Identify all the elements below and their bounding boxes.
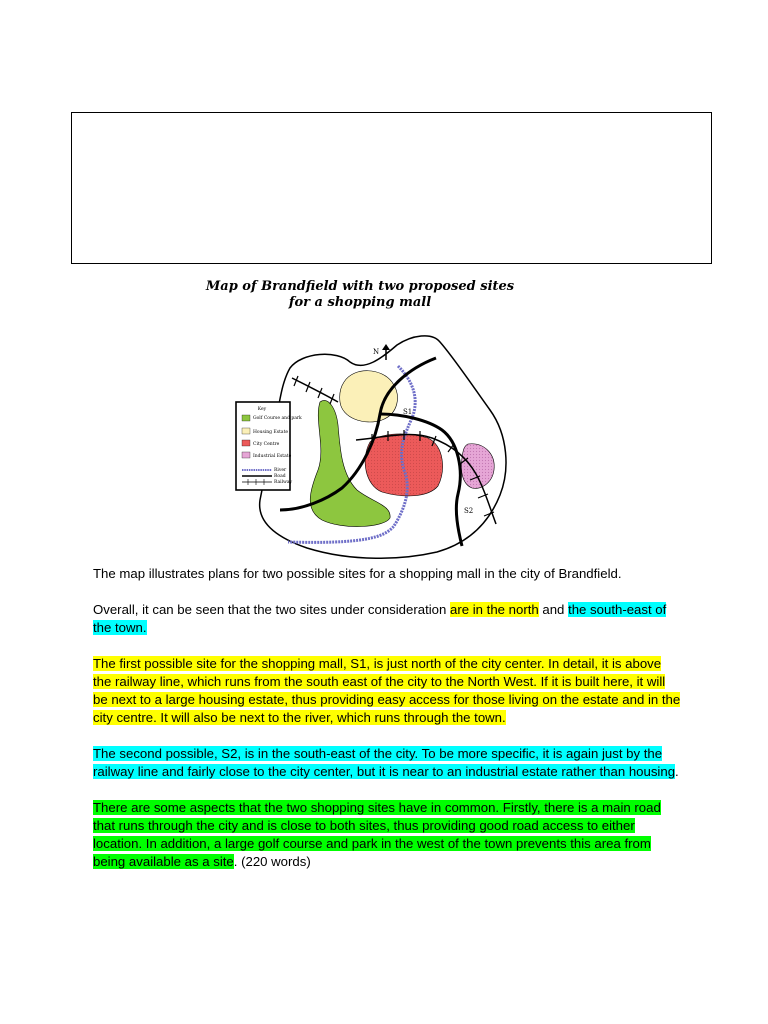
key-road: Road	[274, 474, 286, 479]
key-railway: Railway	[274, 480, 293, 485]
essay-paragraph-s1	[93, 655, 683, 727]
key-title: Key	[257, 407, 267, 412]
essay-paragraph-s2	[93, 745, 683, 781]
highlight-s2-paragraph: The second possible, S2, is in the south-east of the city. To be more specific, it is again just by the railway line and fairly close to the city center, but it is near to an industrial estate rather than housing	[93, 746, 676, 779]
highlight-s1-paragraph: The first possible site for the shopping mall, S1, is just north of the city center. In detail, it is above the railway line, which runs from the south east of the city to the North West. If it is built here, it will be next to a large housing estate, thus providing easy access for those living on the estate and in the city centre. It will also be next to the river, which runs through the town.	[93, 656, 681, 725]
overview-and: and	[538, 602, 569, 617]
word-count: . (220 words)	[233, 854, 311, 869]
essay-paragraph-overview	[93, 601, 683, 637]
highlight-common-paragraph: There are some aspects that the two shopping sites have in common. Firstly, there is a main road that runs through the city and is close to both sites, thus providing good road access to either location. In addition, a large golf course and park in the west of the town prevents this area from being available as a site	[93, 800, 661, 869]
key-housing: Housing Estate	[253, 430, 289, 435]
empty-text-box	[71, 112, 712, 264]
key-river: River	[274, 468, 287, 473]
site-s1-label: S1	[403, 408, 413, 416]
overview-text: Overall, it can be seen that the two sites under consideration	[93, 602, 450, 617]
essay-body	[93, 565, 683, 889]
essay-paragraph-intro: The map illustrates plans for two possible sites for a shopping mall in the city of Brandfield.	[93, 566, 622, 581]
brandfield-map	[232, 330, 522, 562]
key-industrial: Industrial Estate	[253, 454, 292, 459]
key-golf: Golf Course and park	[253, 416, 302, 421]
highlight-south-east: the south-east of the town.	[93, 602, 667, 635]
site-s2-label: S2	[464, 507, 474, 515]
north-label: N	[373, 348, 380, 356]
map-caption-line-2: for a shopping mall	[288, 295, 432, 310]
key-city: City Centre	[253, 442, 280, 447]
s2-period: .	[675, 764, 679, 779]
map-caption	[200, 279, 520, 311]
essay-paragraph-common	[93, 799, 683, 871]
map-caption-line-1: Map of Brandfield with two proposed sites	[205, 279, 515, 294]
highlight-north: are in the north	[450, 602, 539, 617]
